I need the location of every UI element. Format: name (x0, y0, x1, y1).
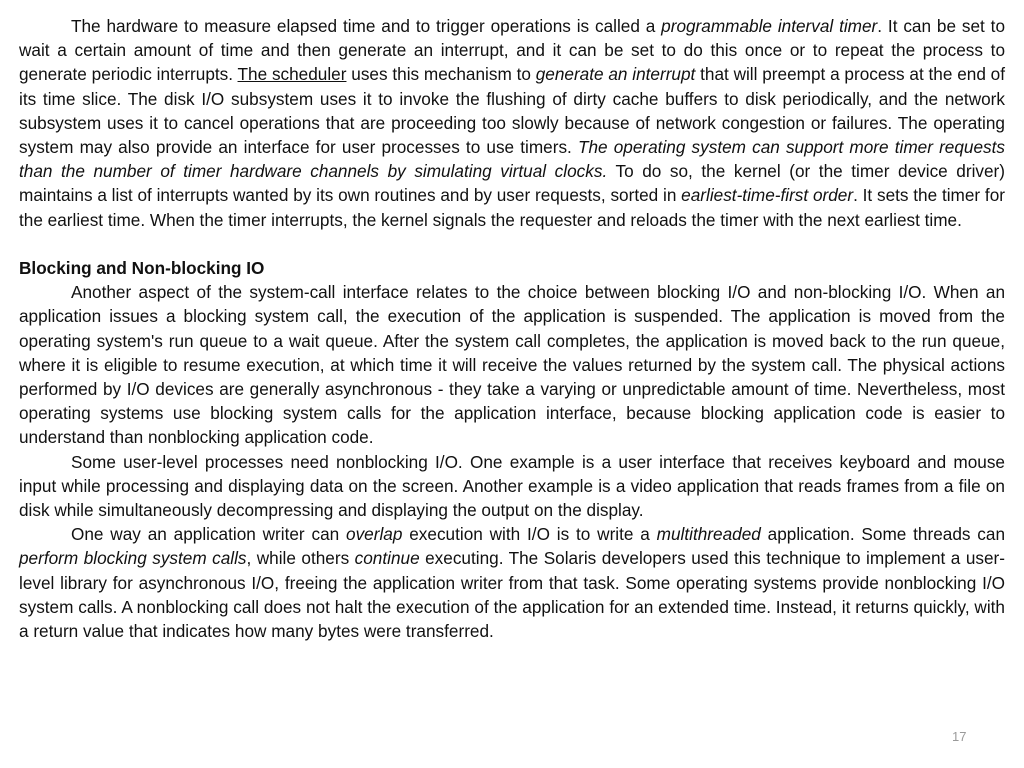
text-run: To do so, the kernel (or the timer device driver) maintains a list of interrupts wanted by its own routines and by user requests, sorted in (19, 161, 1005, 206)
text-run: , while others (246, 548, 355, 569)
text-run: application. Some threads can (760, 524, 1006, 545)
emphasis-earliest-time-first-order: earliest-time-first order (681, 185, 854, 206)
paragraph-multithreaded (19, 522, 1005, 643)
emphasis-generate-an-interrupt: generate an interrupt (535, 64, 696, 85)
emphasis-perform-blocking-system-calls: perform blocking system calls (19, 548, 247, 569)
text-run: uses this mechanism to (346, 64, 536, 85)
text-run: . It can be set to wait a certain amount of time and then generate an interrupt, and it can be set to do this once or to repeat the process to generate periodic interrupts. (19, 16, 1005, 85)
emphasis-overlap: overlap (346, 524, 403, 545)
emphasis-virtual-clocks: The operating system can support more timer requests than the number of timer hardware channels by simulating virtual clocks. (19, 137, 1005, 182)
text-run: that will preempt a process at the end of its time slice. The disk I/O subsystem uses it to invoke the flushing of dirty cache buffers to disk periodically, and the network subsystem uses it to cancel operations that are proceeding too slowly because of network congestion or failures. The operating system may also provide an interface for user processes to use timers. (19, 64, 1006, 158)
document-body (19, 14, 1005, 643)
blank-line (19, 232, 1005, 256)
text-run: One way an application writer can (71, 524, 347, 545)
underlined-the-scheduler: The scheduler (237, 64, 347, 85)
text-run: executing. The Solaris developers used this technique to implement a user-level library for asynchronous I/O, freeing the application writer from that task. Some operating systems provide nonblocking I/O system calls. A nonblocking call does not halt the execution of the application for an extended time. Instead, it returns quickly, with a return value that indicates how many bytes were transferred. (19, 548, 1005, 642)
text-run: The hardware to measure elapsed time and to trigger operations is called a (71, 16, 662, 36)
section-heading: Blocking and Non-blocking IO (19, 258, 265, 279)
emphasis-multithreaded: multithreaded (656, 524, 761, 545)
paragraph-nonblocking-examples: Some user-level processes need nonblocking I/O. One example is a user interface that receives keyboard and mouse input while processing and displaying data on the screen. Another example is a video application that reads frames from a file on disk while simultaneously decompressing and displaying the output on the display. (19, 451, 1005, 521)
text-run: execution with I/O is to write a (402, 524, 657, 545)
paragraph-timers (19, 14, 1005, 232)
emphasis-programmable-interval-timer: programmable interval timer (661, 16, 878, 36)
text-run: . It sets the timer for the earliest time. When the timer interrupts, the kernel signals the requester and reloads the timer with the next earliest time. (19, 185, 1005, 230)
paragraph-blocking-io: Another aspect of the system-call interface relates to the choice between blocking I/O and non-blocking I/O. When an application issues a blocking system call, the execution of the application is suspended. The application is moved from the operating system's run queue to a wait queue. After the system call completes, the application is moved back to the run queue, where it is eligible to resume execution, at which time it will receive the values returned by the system call. The physical actions performed by I/O devices are generally asynchronous - they take a varying or unpredictable amount of time. Nevertheless, most operating systems use blocking system calls for the application interface, because blocking application code is easier to understand than nonblocking application code. (19, 282, 1005, 448)
page-number: 17 (952, 729, 967, 744)
emphasis-continue: continue (354, 548, 420, 569)
